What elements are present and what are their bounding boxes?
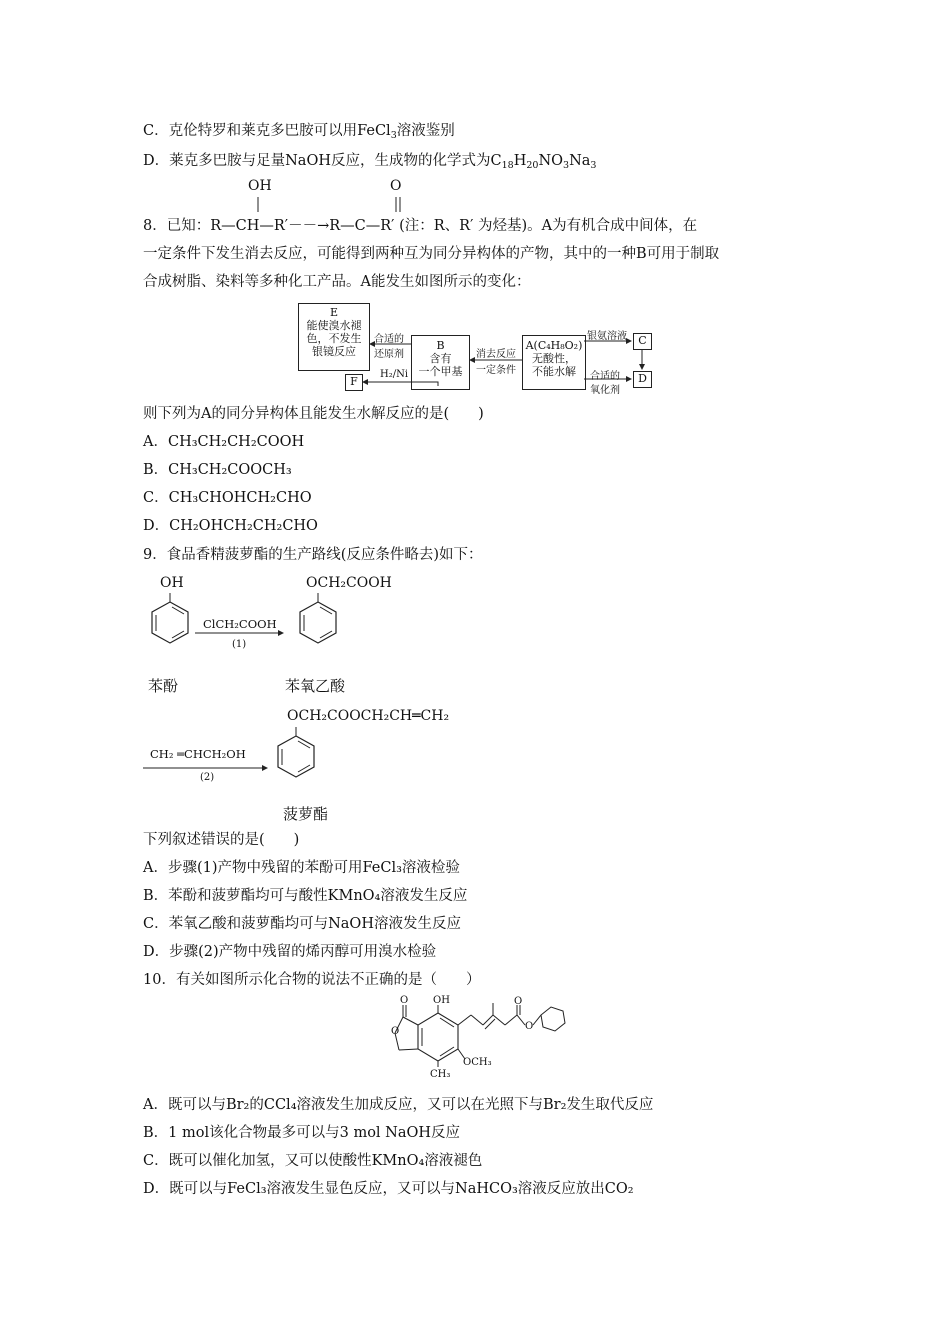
arrow-bf-label: H₂/Ni [380, 369, 409, 380]
q9-option-a: A．步骤(1)产物中残留的苯酚可用FeCl₃溶液检验 [143, 860, 460, 876]
phenol-oh-label: OH [160, 575, 184, 591]
arrow-ad-bottom-label: 氧化剂 [590, 385, 620, 396]
q10-structure-bonds [383, 995, 583, 1085]
q8-stem-line2: 一定条件下发生消去反应，可能得到两种互为同分异构体的产物，其中的一种B可用于制取 [143, 246, 720, 262]
arrow-eb-bottom-label: 还原剂 [374, 349, 404, 360]
ester-name: 菠萝酯 [283, 805, 329, 823]
arrow-step-1 [195, 629, 295, 639]
flow-arrows [0, 0, 950, 420]
q10-oh-label: OH [433, 995, 450, 1006]
phenol-ring [143, 593, 203, 663]
q10-option-b: B．1 mol该化合物最多可以与3 mol NaOH反应 [143, 1125, 461, 1141]
q10-option-a: A．既可以与Br₂的CCl₄溶液发生加成反应，又可以在光照下与Br₂发生取代反应 [143, 1097, 654, 1113]
q7-option-d: D．莱克多巴胺与足量NaOH反应，生成物的化学式为$C_{18}H_{20}NO_3Na_3$ [143, 153, 597, 171]
q9-title: 9．食品香精菠萝酯的生产路线(反应条件略去)如下： [143, 547, 483, 563]
q10-title: 10．有关如图所示化合物的说法不正确的是（ ） [143, 972, 481, 988]
formula-o-label: O [390, 178, 402, 194]
reagent-2-label: CH₂ ═CHCH₂OH [150, 747, 246, 761]
q8-question: 则下列为A的同分异构体且能发生水解反应的是( ) [143, 406, 484, 422]
q8-option-d: D．CH₂OHCH₂CH₂CHO [143, 518, 318, 534]
box-c: C [633, 333, 652, 350]
q9-question: 下列叙述错误的是( ) [143, 832, 300, 848]
q7-option-c: C．克伦特罗和莱克多巴胺可以用FeCl$_3$溶液鉴别 [143, 123, 455, 141]
ester-ring [269, 727, 329, 797]
q8-option-c: C．CH₃CHOHCH₂CHO [143, 490, 312, 506]
q8-stem-line1: 8．已知：R—CH—R′－－→R—C—R′ (注：R、R′ 为烃基)。A为有机合成中间体，在 [143, 218, 698, 234]
formula-oh-label: OH [248, 178, 272, 194]
acid-substituent-label: OCH₂COOH [306, 575, 392, 591]
box-d: D [633, 371, 652, 388]
arrow-ba-top-label: 消去反应 [476, 349, 516, 360]
acid-name: 苯氧乙酸 [285, 677, 346, 695]
arrow-eb-top-label: 合适的 [374, 334, 404, 345]
q9-option-c: C．苯氧乙酸和菠萝酯均可与NaOH溶液发生反应 [143, 916, 461, 932]
q10-ring-o: O [391, 1026, 400, 1037]
q10-option-d: D．既可以与FeCl₃溶液发生显色反应，又可以与NaHCO₃溶液反应放出CO₂ [143, 1181, 634, 1197]
step-1-label: (1) [232, 639, 247, 650]
reagent-1-label: ClCH₂COOH [203, 617, 277, 631]
arrow-ac-label: 银氨溶液 [587, 331, 627, 342]
box-e: E 能使溴水褪 色，不发生 银镜反应 [298, 303, 370, 371]
ester-substituent-label: OCH₂COOCH₂CH═CH₂ [287, 708, 450, 724]
q10-methoxy-label: OCH₃ [463, 1057, 492, 1068]
box-f: F [345, 374, 363, 391]
q8-stem-line3: 合成树脂、染料等多种化工产品。A能发生如图所示的变化： [143, 274, 531, 290]
box-a: A(C₄H₈O₂) 无酸性， 不能水解 [522, 335, 586, 390]
step-2-label: (2) [200, 772, 215, 783]
arrow-ad-top-label: 合适的 [590, 371, 620, 382]
q9-option-d: D．步骤(2)产物中残留的烯丙醇可用溴水检验 [143, 944, 437, 960]
q8-option-a: A．CH₃CH₂CH₂COOH [143, 434, 305, 450]
q9-option-b: B．苯酚和菠萝酯均可与酸性KMnO₄溶液发生反应 [143, 888, 468, 904]
q8-option-b: B．CH₃CH₂COOCH₃ [143, 462, 292, 478]
q10-carbonyl-o: O [400, 995, 409, 1006]
q10-ester-carbonyl-o: O [514, 996, 523, 1007]
acid-ring [291, 593, 351, 663]
arrow-ba-bottom-label: 一定条件 [476, 365, 516, 376]
q10-option-c: C．既可以催化加氢，又可以使酸性KMnO₄溶液褪色 [143, 1153, 483, 1169]
q10-ester-o: O [525, 1021, 534, 1032]
box-b: B 含有 一个甲基 [411, 335, 470, 390]
q10-methyl-label: CH₃ [430, 1069, 451, 1080]
phenol-name: 苯酚 [148, 677, 179, 695]
